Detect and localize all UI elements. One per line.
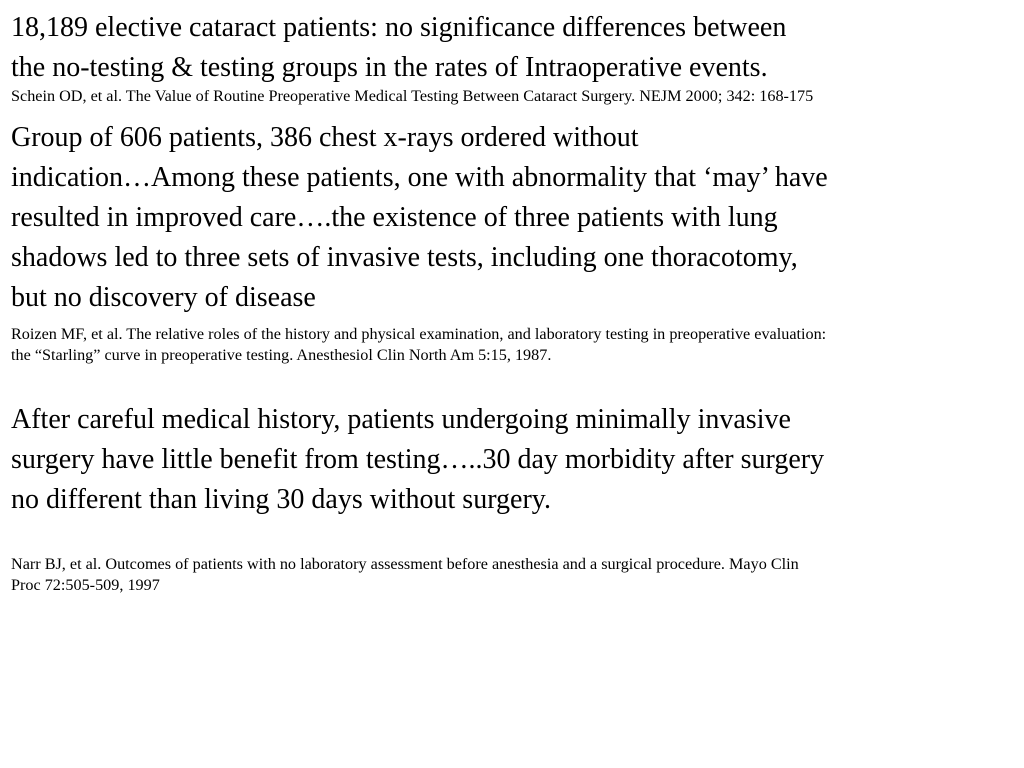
schein-reference-line: Schein OD, et al. The Value of Routine Preoperative Medical Testing Between Cataract Surgery. NEJM 2000; 342: 168-175	[11, 87, 814, 105]
roizen-reference-line-1: Roizen MF, et al. The relative roles of the history and physical examination, and laboratory testing in preoperative evaluation:	[11, 325, 827, 343]
roizen-reference-line-2: the “Starling” curve in preoperative testing. Anesthesiol Clin North Am 5:15, 1987.	[11, 346, 552, 364]
cataract-finding-text	[11, 8, 786, 88]
narr-reference-line-2: Proc 72:505-509, 1997	[11, 576, 160, 594]
minimally-invasive-line-1: After careful medical history, patients undergoing minimally invasive	[11, 404, 791, 435]
narr-reference	[11, 554, 799, 596]
chest-xray-line-1: Group of 606 patients, 386 chest x-rays ordered without	[11, 122, 639, 153]
cataract-finding-line-1: 18,189 elective cataract patients: no significance differences between	[11, 12, 787, 43]
narr-reference-line-1: Narr BJ, et al. Outcomes of patients with no laboratory assessment before anesthesia and a surgical procedure. Mayo Clin	[11, 555, 799, 573]
roizen-reference	[11, 324, 826, 366]
minimally-invasive-finding-text	[11, 400, 824, 520]
minimally-invasive-line-3: no different than living 30 days without surgery.	[11, 484, 551, 515]
cataract-finding-line-2: the no-testing & testing groups in the rates of Intraoperative events.	[11, 52, 768, 83]
chest-xray-line-2: indication…Among these patients, one with abnormality that ‘may’ have	[11, 162, 828, 193]
schein-reference	[11, 86, 813, 107]
minimally-invasive-line-2: surgery have little benefit from testing…..30 day morbidity after surgery	[11, 444, 825, 475]
chest-xray-line-3: resulted in improved care….the existence of three patients with lung	[11, 202, 778, 233]
chest-xray-line-4: shadows led to three sets of invasive tests, including one thoracotomy,	[11, 242, 798, 273]
chest-xray-finding-text	[11, 118, 828, 318]
chest-xray-line-5: but no discovery of disease	[11, 282, 316, 313]
